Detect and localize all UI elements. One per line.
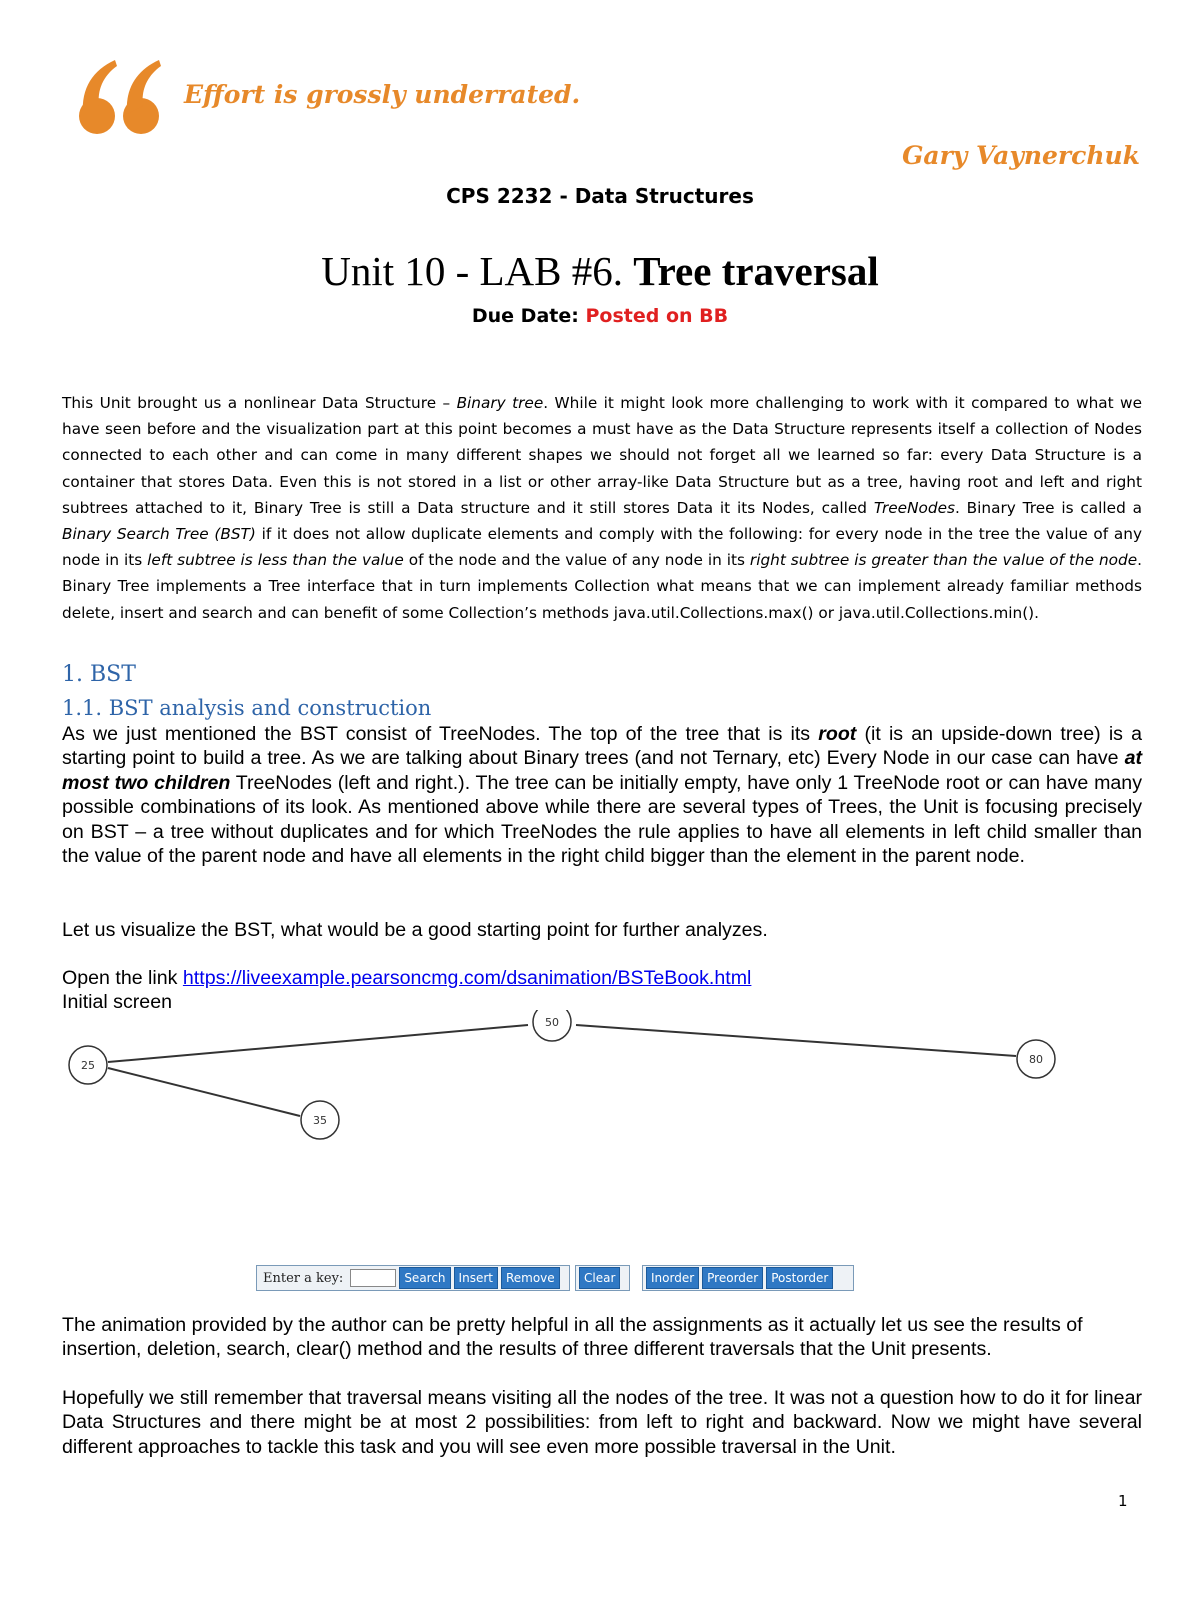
bst-animation-link[interactable]: https://liveexample.pearsoncmg.com/dsanimation/BSTeBook.html [182, 967, 752, 989]
intro-italic-1: Binary tree [456, 394, 544, 412]
edge-50-80 [576, 1025, 1016, 1056]
bst-tree-diagram [0, 1010, 1200, 1160]
course-title: CPS 2232 - Data Structures [446, 184, 754, 208]
intro-italic-5: right subtree is greater than the value of the node [749, 551, 1138, 570]
quote-text: Effort is grossly underrated. [184, 80, 581, 109]
inorder-button[interactable]: Inorder [646, 1267, 699, 1289]
intro-text-3: . Binary Tree is called a [955, 498, 1142, 517]
key-input[interactable] [350, 1269, 396, 1287]
tree-node-label: 80 [1029, 1053, 1043, 1066]
due-date [0, 305, 1200, 327]
intro-text-6: . Binary Tree implements a Tree interface that in turn implements Collection what means that we can implement already familiar methods delete, insert and search and can benefit of some Collection’s methods java.util.Collections.max() or java.util.Collections.min(). [62, 551, 1143, 622]
insert-button[interactable]: Insert [454, 1267, 498, 1289]
animation-paragraph: The animation provided by the author can be pretty helpful in all the assignments as it actually let us see the results of insertion, deletion, search, clear() method and the results of three different traversals that the Unit presents. [62, 1314, 1083, 1361]
intro-text-5: of the node and the value of any node in its [403, 551, 750, 570]
traversal-paragraph: Hopefully we still remember that traversal means visiting all the nodes of the tree. It was not a question how to do it for linear Data Structures and there might be at most 2 possibilities: from left to right and backward. Now we might have several different approaches to tackle this task and you will see even more possible traversal in the Unit. [62, 1387, 1142, 1458]
key-toolbar [256, 1265, 570, 1291]
para1-text-a: As we just mentioned the BST consist of TreeNodes. The top of the tree that is its [62, 723, 819, 745]
due-value: Posted on BB [585, 305, 729, 327]
bst-paragraph [62, 722, 1142, 868]
intro-paragraph [62, 390, 1142, 626]
enter-key-label: Enter a key: [263, 1270, 344, 1286]
link-prefix: Open the link [62, 967, 183, 989]
initial-screen-label: Initial screen [62, 991, 172, 1013]
traversal-toolbar [642, 1265, 854, 1291]
link-paragraph [62, 966, 751, 990]
search-button[interactable]: Search [399, 1267, 450, 1289]
tree-node-label: 50 [545, 1016, 559, 1029]
tree-node-label: 35 [313, 1114, 327, 1127]
clear-toolbar [575, 1265, 630, 1291]
title-plain: Unit 10 - LAB #6. [321, 248, 624, 294]
intro-text-4: if it does not allow duplicate elements and comply with the following: for every node in the tree the value of any node in its [62, 525, 1142, 570]
quote-author: Gary Vaynerchuk [902, 141, 1140, 170]
subsection-heading: 1.1. BST analysis and construction [62, 696, 432, 720]
page-title [0, 247, 1200, 295]
intro-italic-3: Binary Search Tree (BST) [62, 525, 256, 544]
section-heading: 1. BST [62, 662, 136, 687]
tree-node-50 [533, 1010, 571, 1041]
clear-button[interactable]: Clear [579, 1267, 620, 1289]
tree-node-label: 25 [81, 1059, 95, 1072]
title-bold: Tree traversal [633, 248, 879, 294]
intro-italic-2: TreeNodes [873, 498, 955, 517]
intro-text-1: This Unit brought us a nonlinear Data Structure – [62, 394, 457, 412]
preorder-button[interactable]: Preorder [702, 1267, 763, 1289]
intro-text-2: . While it might look more challenging to work with it compared to what we have seen before and the visualization part at this point becomes a must have as the Data Structure represents itself a collection of Nodes connected to each other and can come in many different shapes we should not forget all we learned so far: every Data Structure is a container that stores Data. Even this is not stored in a list or other array-like Data Structure but as a tree, having root and left and right subtrees attached to it, Binary Tree is still a Data structure and it still stores Data it its Nodes, called [62, 394, 1142, 517]
tree-node-25 [69, 1046, 107, 1084]
para1-text-c: TreeNodes (left and right.). The tree can be initially empty, have only 1 TreeNode root or can have many possible combinations of its look. As mentioned above while there are several types of Trees, the Unit is focusing precisely on BST – a tree without duplicates and for which TreeNodes the rule applies to have all elements in left child smaller than the value of the parent node and have all elements in the right child bigger than the element in the parent node. [62, 771, 1142, 868]
page-number: 1 [1118, 1492, 1128, 1510]
para1-emphasis-root: root [818, 723, 857, 745]
edge-25-35 [108, 1068, 300, 1116]
postorder-button[interactable]: Postorder [766, 1267, 833, 1289]
tree-node-35 [301, 1101, 339, 1139]
para1-text-b: (it is an upside-down tree) is a starting point to build a tree. As we are talking about Binary trees (and not Ternary, etc) Every Node in our case can have [62, 723, 1143, 770]
quotation-mark-icon [75, 48, 165, 148]
remove-button[interactable]: Remove [501, 1267, 560, 1289]
para1-emphasis-children: at most two children [62, 747, 1142, 794]
tree-node-80 [1017, 1040, 1055, 1078]
due-label: Due Date: [471, 305, 579, 327]
intro-italic-4: left subtree is less than the value [147, 551, 404, 570]
edge-50-25 [108, 1025, 528, 1062]
visualize-paragraph: Let us visualize the BST, what would be a good starting point for further analyzes. [62, 919, 768, 941]
